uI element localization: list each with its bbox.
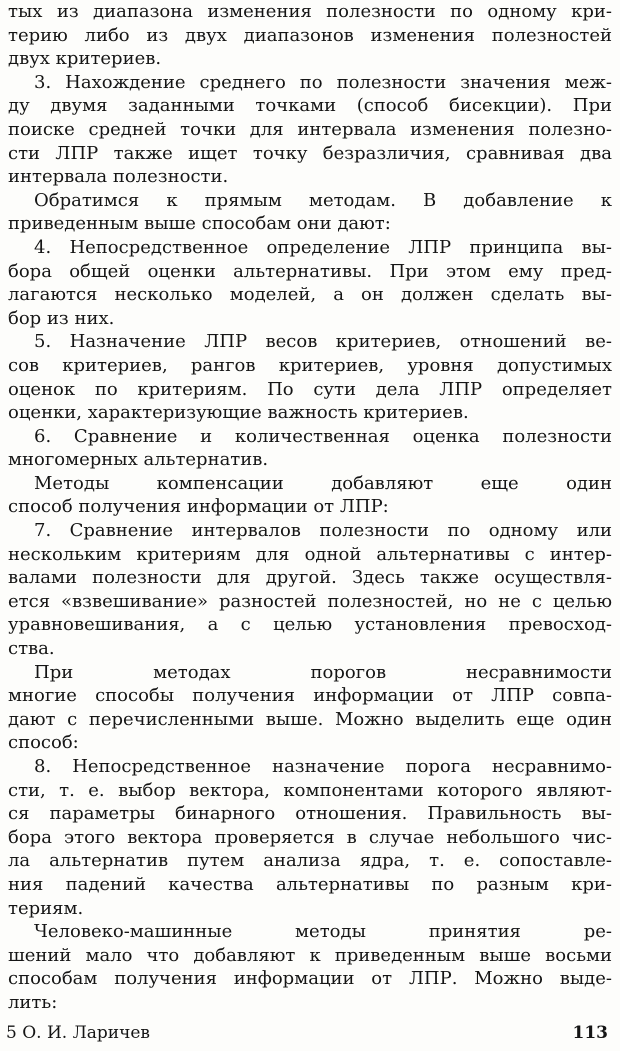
text-line: лить: [8, 991, 58, 1013]
text-line: бора этого вектора проверяется в случае небольшого чис- [8, 826, 612, 848]
text-line: многомерных альтернатив. [8, 449, 269, 471]
text-line: ся параметры бинарного отношения. Правильность вы- [8, 803, 612, 825]
text-line: дают с перечисленными выше. Можно выделить еще один [8, 708, 612, 730]
text-line: Методы компенсации добавляют еще один [34, 472, 612, 494]
text-line: способ получения информации от ЛПР: [8, 496, 389, 518]
text-line: многие способы получения информации от ЛПР совпа- [8, 685, 612, 707]
text-line: шений мало что добавляют к приведенным выше восьми [8, 944, 612, 966]
text-line: бора общей оценки альтернативы. При этом ему пред- [8, 260, 612, 282]
text-line: ния падений качества альтернативы по разным кри- [8, 873, 612, 895]
text-line: валами полезности для другой. Здесь также осуществля- [8, 567, 612, 589]
text-line: приведенным выше способам они дают: [8, 213, 391, 235]
text-line: способ: [8, 732, 79, 754]
text-line: способам получения информации от ЛПР. Можно выде- [8, 968, 612, 990]
page-number: 113 [572, 1023, 608, 1043]
text-line: 3. Нахождение среднего по полезности значения меж- [34, 71, 612, 93]
text-line: сти ЛПР также ищет точку безразличия, сравнивая два [8, 142, 612, 164]
body-text [8, 0, 612, 1015]
text-line: оценки, характеризующие важность критериев. [8, 402, 469, 424]
text-line: 7. Сравнение интервалов полезности по одному или [34, 520, 612, 542]
text-line: двух критериев. [8, 48, 162, 70]
text-line: 6. Сравнение и количественная оценка полезности [34, 425, 612, 447]
text-line: уравновешивания, а с целью установления превосход- [8, 614, 612, 636]
text-line: 5. Назначение ЛПР весов критериев, отношений ве- [34, 331, 612, 353]
text-line: ется «взвешивание» разностей полезностей, но не с целью [8, 590, 612, 612]
printer-signature: 5 О. И. Ларичев [6, 1023, 151, 1043]
text-line: ства. [8, 638, 55, 660]
text-line: 4. Непосредственное определение ЛПР принципа вы- [34, 236, 612, 258]
text-line: ла альтернатив путем анализа ядра, т. е. сопоставле- [8, 850, 612, 872]
text-line: 8. Непосредственное назначение порога несравнимо- [34, 756, 612, 777]
text-line: тых из диапазона изменения полезности по одному кри- [8, 1, 612, 22]
text-line: Обратимся к прямым методам. В добавление к [34, 189, 612, 211]
text-line: териям. [8, 897, 84, 919]
text-line: сти, т. е. выбор вектора, компонентами которого являют- [8, 779, 612, 801]
text-line: терию либо из двух диапазонов изменения полезностей [8, 24, 612, 46]
text-line: ду двумя заданными точками (способ бисекции). При [8, 95, 612, 117]
text-line: При методах порогов несравнимости [34, 661, 612, 683]
text-line: лагаются несколько моделей, а он должен сделать вы- [8, 284, 612, 306]
text-line: Человеко-машинные методы принятия ре- [34, 921, 612, 943]
text-line: поиске средней точки для интервала изменения полезно- [8, 118, 612, 140]
text-line: бор из них. [8, 307, 115, 329]
text-line: сов критериев, рангов критериев, уровня допустимых [8, 354, 612, 376]
text-line: нескольким критериям для одной альтернативы с интер- [8, 543, 612, 565]
text-line: оценок по критериям. По сути дела ЛПР определяет [8, 378, 612, 400]
text-line: интервала полезности. [8, 166, 229, 188]
